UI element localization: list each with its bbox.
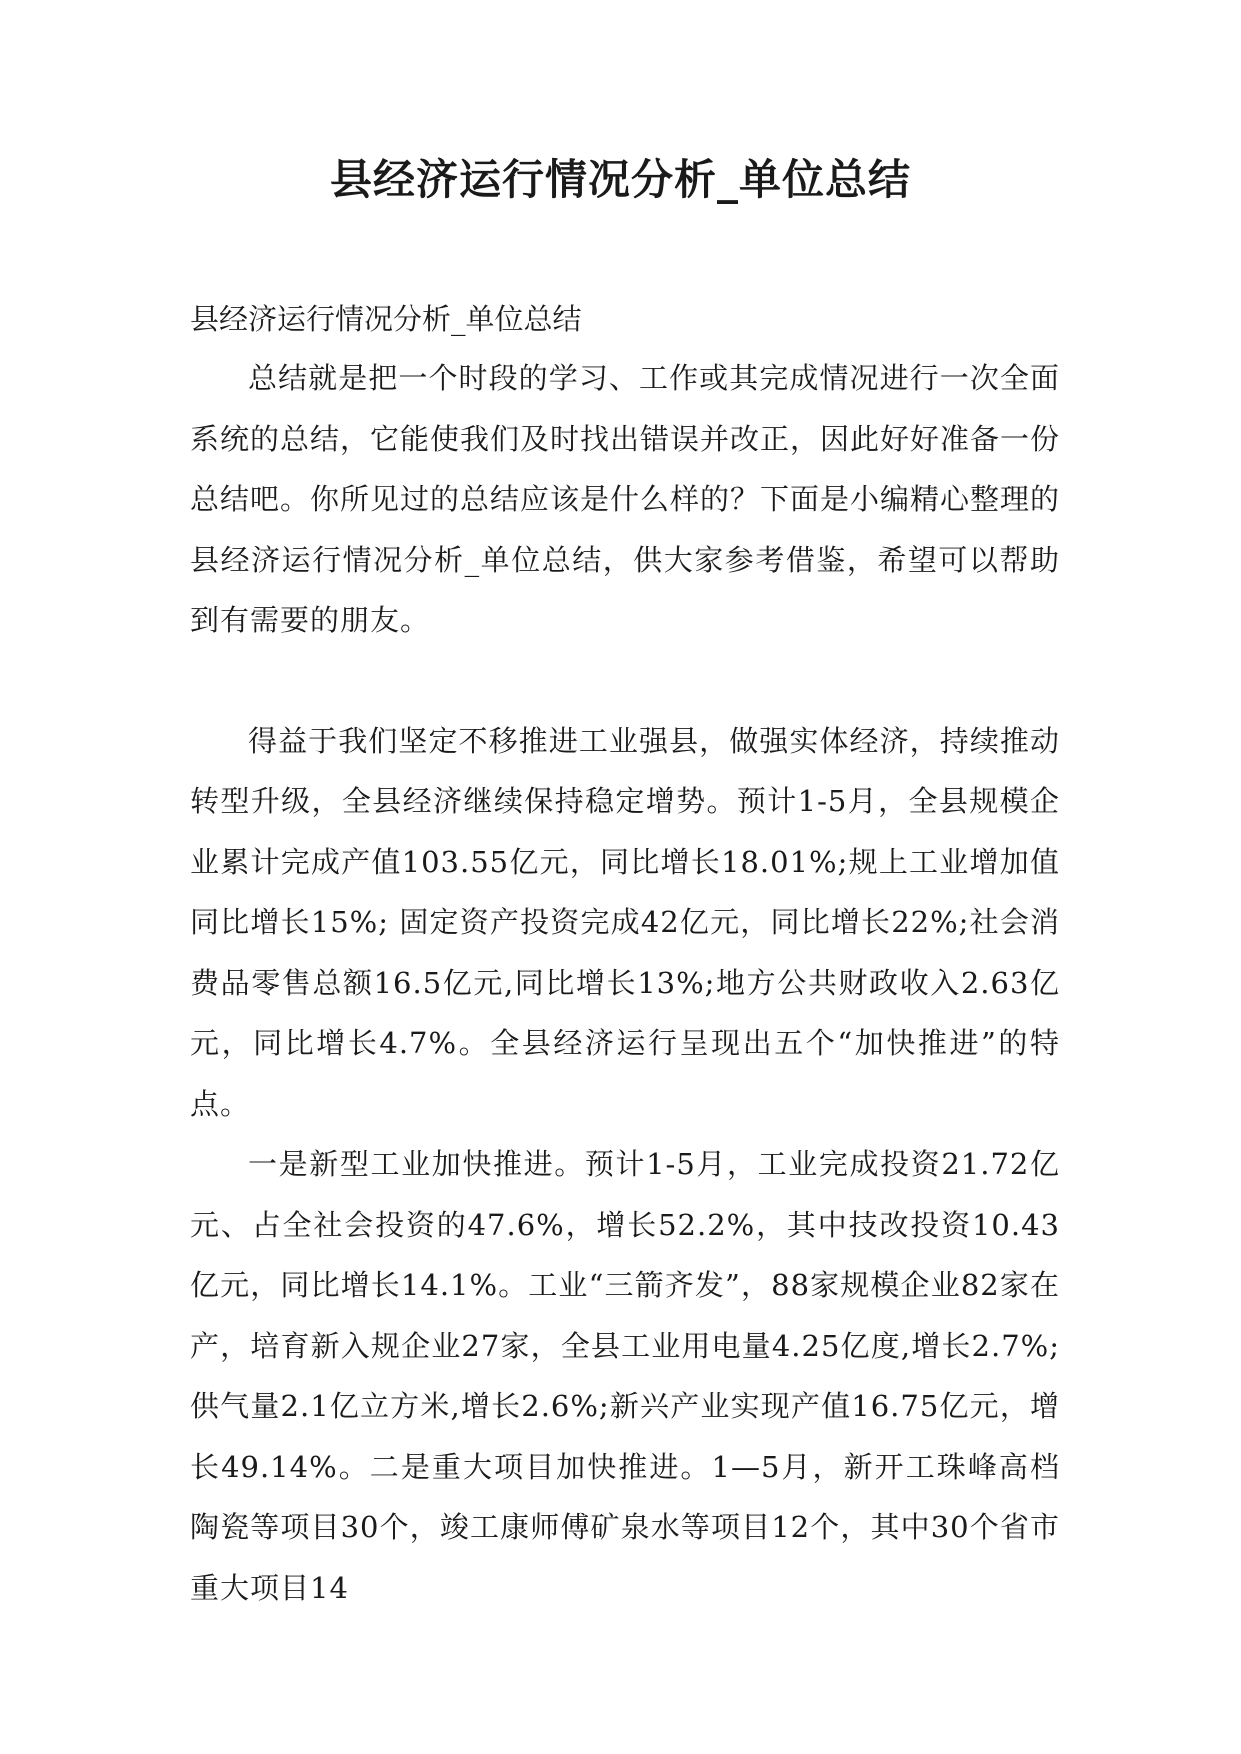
paragraph-intro: 总结就是把一个时段的学习、工作或其完成情况进行一次全面系统的总结，它能使我们及时找出错误并改正，因此好好准备一份总结吧。你所见过的总结应该是什么样的？下面是小编精心整理的县经济运行情况分析_单位总结，供大家参考借鉴，希望可以帮助到有需要的朋友。 <box>190 361 1061 637</box>
document-body <box>190 290 1060 1618</box>
paragraph-gap <box>190 651 1060 711</box>
document-subtitle: 县经济运行情况分析_单位总结 <box>190 302 582 336</box>
paragraph-overview: 得益于我们坚定不移推进工业强县，做强实体经济，持续推动转型升级，全县经济继续保持稳定增势。预计1-5月，全县规模企业累计完成产值103.55亿元，同比增长18.01%;规上工业增加值同比增长15%; 固定资产投资完成42亿元，同比增长22%;社会消费品零售总额16.5亿元,同比增长13%;地方公共财政收入2.63亿元，同比增长4.7%。全县经济运行呈现出五个“加快推进”的特点。 <box>190 723 1060 1121</box>
document-title: 县经济运行情况分析_单位总结 <box>329 155 911 204</box>
paragraph-industry: 一是新型工业加快推进。预计1-5月，工业完成投资21.72亿元、占全社会投资的47.6%，增长52.2%，其中技改投资10.43亿元，同比增长14.1%。工业“三箭齐发”，88家规模企业82家在产，培育新入规企业27家，全县工业用电量4.25亿度,增长2.7%;供气量2.1亿立方米,增长2.6%;新兴产业实现产值16.75亿元，增长49.14%。二是重大项目加快推进。1—5月，新开工珠峰高档陶瓷等项目30个，竣工康师傅矿泉水等项目12个，其中30个省市重大项目14 <box>190 1147 1060 1605</box>
